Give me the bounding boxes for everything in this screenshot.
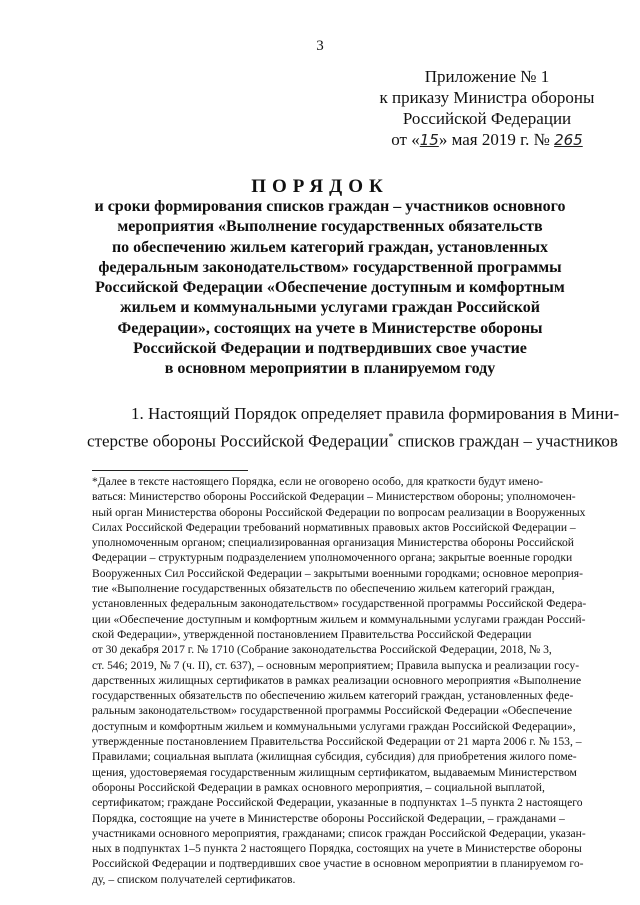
footnote-line: от 30 декабря 2017 г. № 1710 (Собрание законодательства Российской Федерации, 2018, № 3, xyxy=(92,643,552,657)
footnote-line: обороны Российской Федерации в рамках основного мероприятия, – социальной выплатой, xyxy=(92,780,545,794)
footnote-line: ный орган Министерства обороны Российской Федерации по вопросам реализации в Вооруженных xyxy=(92,505,586,519)
footnote-separator xyxy=(92,470,248,471)
footnote-line: тие «Выполнение государственных обязательств по обеспечению жильем категорий граждан, xyxy=(92,582,555,596)
footnote-line: ст. 546; 2019, № 7 (ч. II), ст. 637), – основным мероприятием; Правила выпуска и реализации госу- xyxy=(92,658,580,672)
footnote-line: доступным и комфортным жильем и коммунальными услугами граждан Российской Федерации», xyxy=(92,719,576,733)
footnote-line: Вооруженных Сил Российской Федерации – закрытыми военными городками; основное мероприя- xyxy=(92,566,583,580)
paragraph-line: 1. Настоящий Порядок определяет правила формирования в Мини- xyxy=(131,404,620,423)
subheading-line: по обеспечению жильем категорий граждан, установленных xyxy=(111,238,549,256)
appendix-date-line xyxy=(352,129,622,151)
subheading-line: и сроки формирования списков граждан – участников основного xyxy=(94,198,566,215)
appendix-country: Российской Федерации xyxy=(402,109,572,128)
subheading-line: Российской Федерации и подтвердивших свое участие xyxy=(133,340,527,358)
subheading-line: Российской Федерации «Обеспечение доступным и комфортным xyxy=(95,279,565,297)
footnote-line: ных в подпунктах 1–5 пункта 2 настоящего Порядка, состоящих на учете в Министерстве обороны xyxy=(92,842,582,856)
paragraph-line xyxy=(87,426,618,454)
footnote-line: Силах Российской Федерации требований нормативных правовых актов Российской Федерации – xyxy=(92,520,576,534)
footnote-line: Правилами; социальная выплата (жилищная субсидия, субсидия) для приобретения жилого поме- xyxy=(92,750,577,764)
footnote-line: уполномоченным органом; специализированная организация Министерства обороны Российской xyxy=(92,536,575,550)
subheading-line: мероприятия «Выполнение государственных обязательств xyxy=(117,218,543,236)
subheading-line: в основном мероприятии в планируемом году xyxy=(164,360,496,378)
footnote-line: установленных федеральным законодательством» государственной программы Российской Федера- xyxy=(92,597,587,611)
footnote-line: сертификатом; граждане Российской Федерации, указанные в подпунктах 1–5 пункта 2 настоящего xyxy=(92,796,583,810)
footnote-line: Российской Федерации и подтвердивших свое участие в основном мероприятии в планируемом го- xyxy=(92,857,584,871)
footnote-line: Порядка, состоящие на учете в Министерстве обороны Российской Федерации, – гражданами – xyxy=(92,811,565,825)
document-subheading xyxy=(70,197,590,380)
appendix-order-ref: к приказу Министра обороны xyxy=(379,88,595,107)
paragraph-1 xyxy=(87,402,620,454)
date-mid: » мая 2019 г. № xyxy=(438,130,550,149)
footnote-line: ции «Обеспечение доступным и комфортным жильем и коммунальными услугами граждан Россий- xyxy=(92,612,586,626)
appendix-header xyxy=(352,66,622,151)
footnote-line: *Далее в тексте настоящего Порядка, если не оговорено особо, для краткости будут имено- xyxy=(92,475,544,488)
handwritten-day: 15 xyxy=(419,131,439,149)
footnote xyxy=(92,474,607,887)
footnote-line: ральным законодательством» государственной программы Российской Федерации «Обеспечение xyxy=(92,704,572,718)
footnote-line: ду, – списком получателей сертификатов. xyxy=(92,872,296,886)
handwritten-number: 265 xyxy=(554,131,583,149)
date-prefix: от « xyxy=(391,130,420,149)
paragraph-text: стерстве обороны Российской Федерации xyxy=(87,431,389,451)
footnote-line: утвержденные постановлением Правительства Российской Федерации от 21 марта 2006 г. № 153, – xyxy=(92,735,582,749)
footnote-line: ваться: Министерство обороны Российской Федерации – Министерством обороны; уполномочен- xyxy=(92,490,576,504)
subheading-line: федеральным законодательством» государственной программы xyxy=(98,258,562,276)
footnote-line: щения, удостоверяемая государственным жилищным сертификатом, выдаваемым Министерством xyxy=(92,765,577,779)
footnote-line: государственных обязательств по обеспечению жильем категорий граждан, установленных феде- xyxy=(92,689,574,703)
subheading-line: Федерации», состоящих на учете в Министерстве обороны xyxy=(117,319,543,337)
document-heading: ПОРЯДОК xyxy=(251,176,389,197)
footnote-line: Федерации – структурным подразделением уполномоченного органа; закрытые военные городки xyxy=(92,551,573,565)
appendix-title: Приложение № 1 xyxy=(424,67,550,86)
footnote-line: ской Федерации», утвержденной постановлением Правительства Российской Федерации xyxy=(92,627,532,641)
subheading-line: жильем и коммунальными услугами граждан Российской xyxy=(120,299,540,317)
paragraph-text: списков граждан – участников xyxy=(393,431,618,451)
footnote-line: участниками основного мероприятия, гражданами; список граждан Российской Федерации, указан- xyxy=(92,826,586,840)
footnote-reference[interactable]: * xyxy=(388,432,394,443)
page-number: 3 xyxy=(316,38,324,54)
footnote-line: дарственных жилищных сертификатов в рамках реализации основного мероприятия «Выполнение xyxy=(92,673,582,687)
